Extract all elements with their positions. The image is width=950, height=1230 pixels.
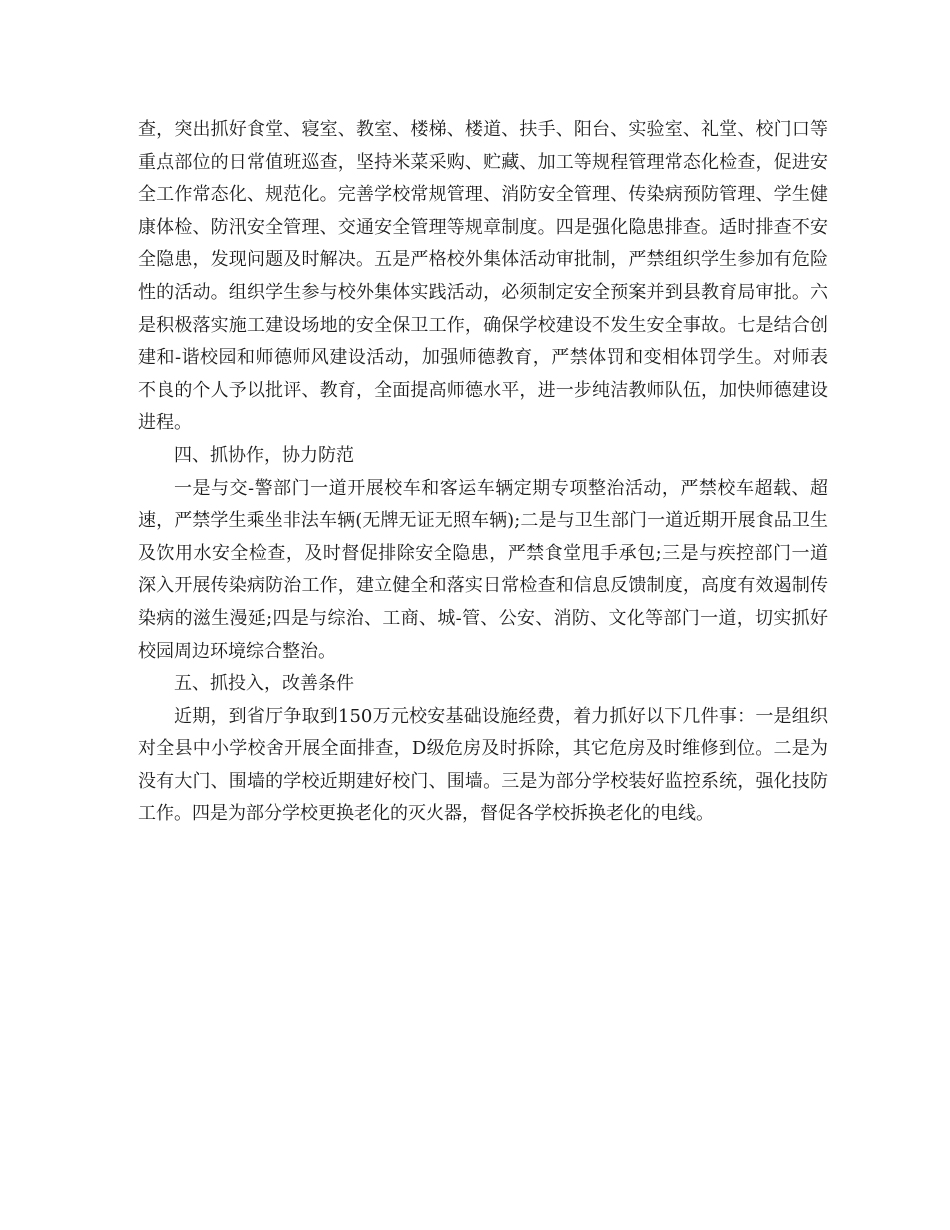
paragraph-safety-management: 查，突出抓好食堂、寝室、教室、楼梯、楼道、扶手、阳台、实验室、礼堂、校门口等重点部位的日常值班巡查，坚持米菜采购、贮藏、加工等规程管理常态化检查，促进安全工作常态化、规范化。完善学校常规管理、消防安全管理、传染病预防管理、学生健康体检、防汛安全管理、交通安全管理等规章制度。四是强化隐患排查。适时排查不安全隐患，发现问题及时解决。五是严格校外集体活动审批制，严禁组织学生参加有危险性的活动。组织学生参与校外集体实践活动，必须制定安全预案并到县教育局审批。六是积极落实施工建设场地的安全保卫工作，确保学校建设不发生安全事故。七是结合创建和-谐校园和师德师风建设活动，加强师德教育，严禁体罚和变相体罚学生。对师表不良的个人予以批评、教育，全面提高师德水平，进一步纯洁教师队伍，加快师德建设进程。 <box>138 119 828 434</box>
paragraph-cooperation: 一是与交-警部门一道开展校车和客运车辆定期专项整治活动，严禁校车超载、超速，严禁学生乘坐非法车辆(无牌无证无照车辆);二是与卫生部门一道近期开展食品卫生及饮用水安全检查，及时督促排除安全隐患，严禁食堂甩手承包;三是与疾控部门一道深入开展传染病防治工作，建立健全和落实日常检查和信息反馈制度，高度有效遏制传染病的滋生漫延;四是与综治、工商、城-管、公安、消防、文化等部门一道，切实抓好校园周边环境综合整治。 <box>138 477 828 662</box>
paragraph-investment: 近期，到省厅争取到150万元校安基础设施经费，着力抓好以下几件事：一是组织对全县中小学校舍开展全面排查，D级危房及时拆除，其它危房及时维修到位。二是为没有大门、围墙的学校近期建好校门、围墙。三是为部分学校装好监控系统，强化技防工作。四是为部分学校更换老化的灭火器，督促各学校拆换老化的电线。 <box>138 705 828 825</box>
document-body <box>138 114 828 831</box>
section-heading-investment: 五、抓投入，改善条件 <box>174 673 354 695</box>
section-heading-cooperation: 四、抓协作，协力防范 <box>174 444 354 466</box>
